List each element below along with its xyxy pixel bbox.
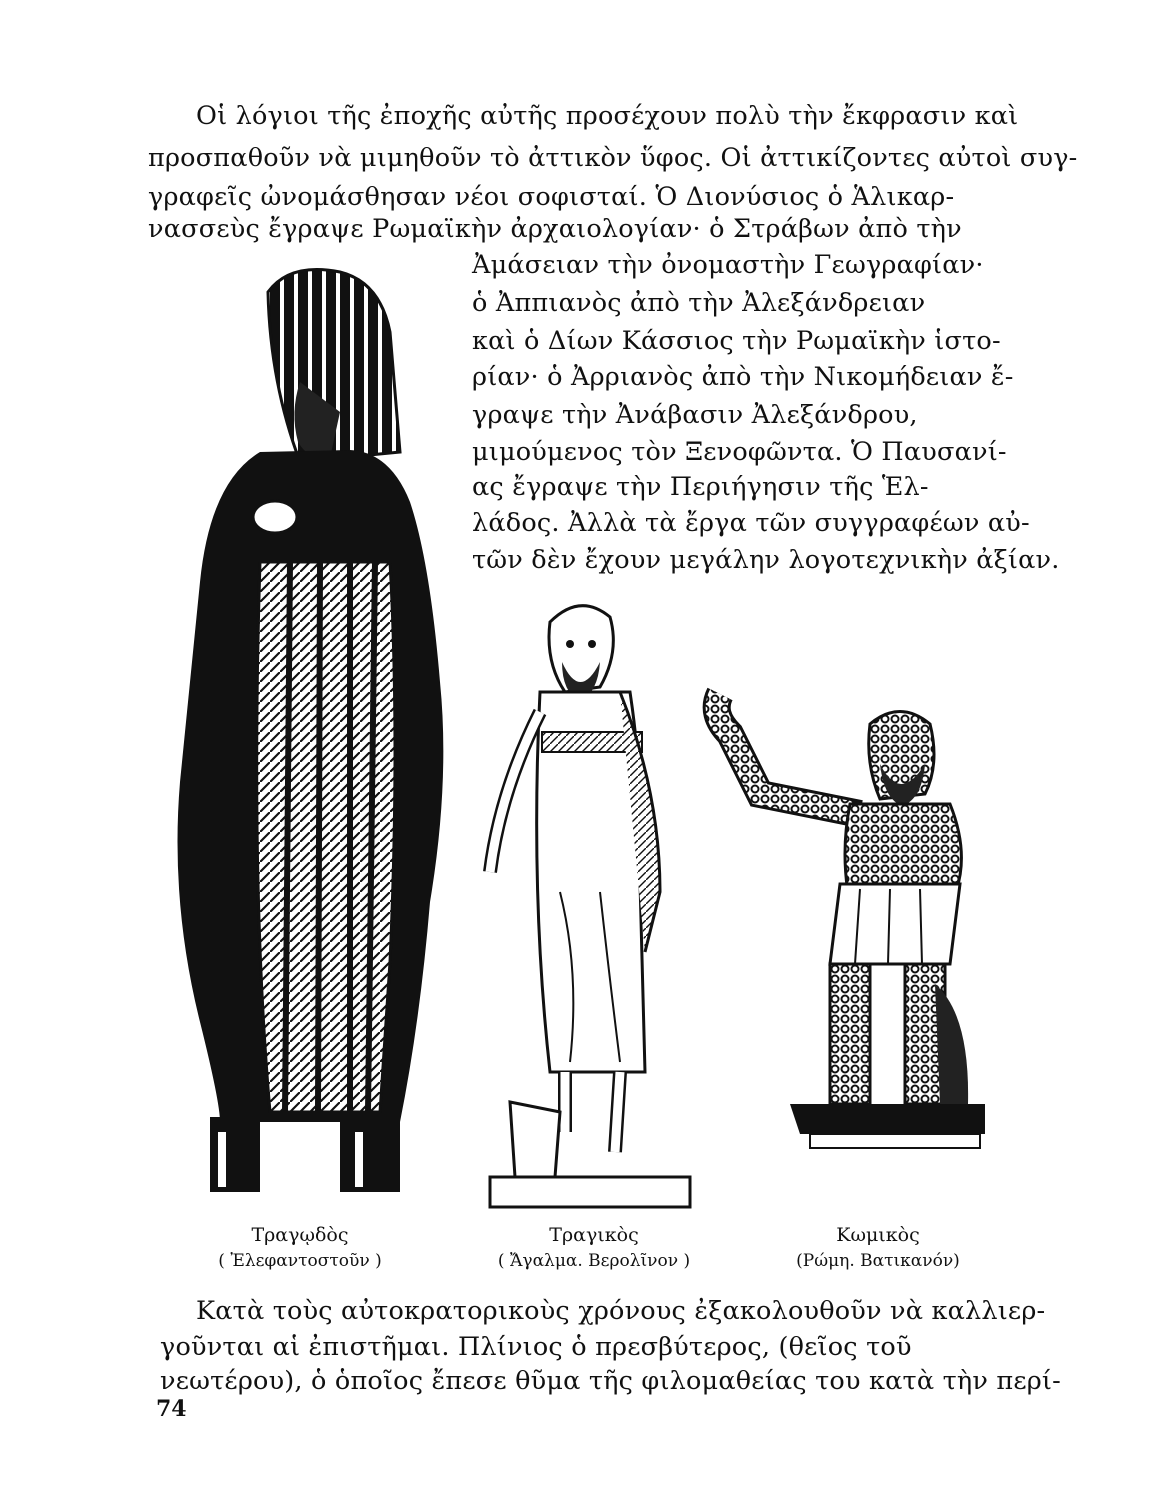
paragraph-line: τῶν δὲν ἔχουν μεγάλην λογοτεχνικὴν ἀξίαν. <box>472 545 1060 575</box>
caption-tragedian <box>190 1222 410 1274</box>
paragraph-line: λάδος. Ἀλλὰ τὰ ἔργα τῶν συγγραφέων αὐ- <box>472 508 1030 538</box>
caption-source: ( Ἄγαλμα. Βερολῖνον ) <box>497 1251 691 1271</box>
paragraph-line: προσπαθοῦν νὰ μιμηθοῦν τὸ ἀττικὸν ὕφος. Οἱ ἀττικίζοντες αὐτοὶ συγ- <box>148 143 1078 173</box>
paragraph-line: γραφεῖς ὠνομάσθησαν νέοι σοφισταί. Ὁ Διονύσιος ὁ Ἁλικαρ- <box>148 182 955 212</box>
caption-title: Κωμικὸς <box>836 1224 920 1246</box>
paragraph-line: ὁ Ἀππιανὸς ἀπὸ τὴν Ἀλεξάνδρειαν <box>472 288 926 318</box>
paragraph-line: νασσεὺς ἔγραψε Ρωμαϊκὴν ἀρχαιολογίαν· ὁ Στράβων ἀπὸ τὴν <box>148 214 962 244</box>
paragraph-line: νεωτέρου), ὁ ὁποῖος ἔπεσε θῦμα τῆς φιλομαθείας του κατὰ τὴν περί- <box>160 1366 1061 1396</box>
figure-tragedian <box>150 262 450 1202</box>
caption-title: Τραγῳδὸς <box>251 1224 349 1246</box>
paragraph-line: Οἱ λόγιοι τῆς ἐποχῆς αὐτῆς προσέχουν πολὺ τὴν ἔκφρασιν καὶ <box>196 101 1019 131</box>
paragraph-line: Ἀμάσειαν τὴν ὀνομαστὴν Γεωγραφίαν· <box>472 250 984 280</box>
paragraph-line: γοῦνται αἱ ἐπιστῆμαι. Πλίνιος ὁ πρεσβύτερος, (θεῖος τοῦ <box>160 1332 912 1362</box>
comic-actor-statue-vatican-icon <box>700 684 990 1154</box>
paragraph-line: ρίαν· ὁ Ἀρριανὸς ἀπὸ τὴν Νικομήδειαν ἔ- <box>472 362 1014 392</box>
tragedian-statue-elephant-ivory-icon <box>150 262 450 1202</box>
caption-tragic-actor <box>474 1222 714 1274</box>
paragraph-line: καὶ ὁ Δίων Κάσσιος τὴν Ρωμαϊκὴν ἱστο- <box>472 326 1001 356</box>
tragic-actor-statue-berlin-icon <box>470 592 710 1212</box>
caption-source: ( Ἐλεφαντοστοῦν ) <box>218 1251 382 1271</box>
paragraph-line: γραψε τὴν Ἀνάβασιν Ἀλεξάνδρου, <box>472 400 918 430</box>
caption-title: Τραγικὸς <box>549 1224 639 1246</box>
caption-source: (Ρώμη. Βατικανόν) <box>796 1251 960 1271</box>
page-number: 74 <box>156 1396 187 1422</box>
caption-comic-actor <box>768 1222 988 1274</box>
figure-tragic-actor <box>470 592 710 1212</box>
paragraph-line: μιμούμενος τὸν Ξενοφῶντα. Ὁ Παυσανί- <box>472 437 1007 467</box>
figure-comic-actor <box>700 684 990 1154</box>
paragraph-line: ας ἔγραψε τὴν Περιήγησιν τῆς Ἑλ- <box>472 472 929 502</box>
paragraph-line: Κατὰ τοὺς αὐτοκρατορικοὺς χρόνους ἐξακολουθοῦν νὰ καλλιερ- <box>196 1296 1046 1326</box>
